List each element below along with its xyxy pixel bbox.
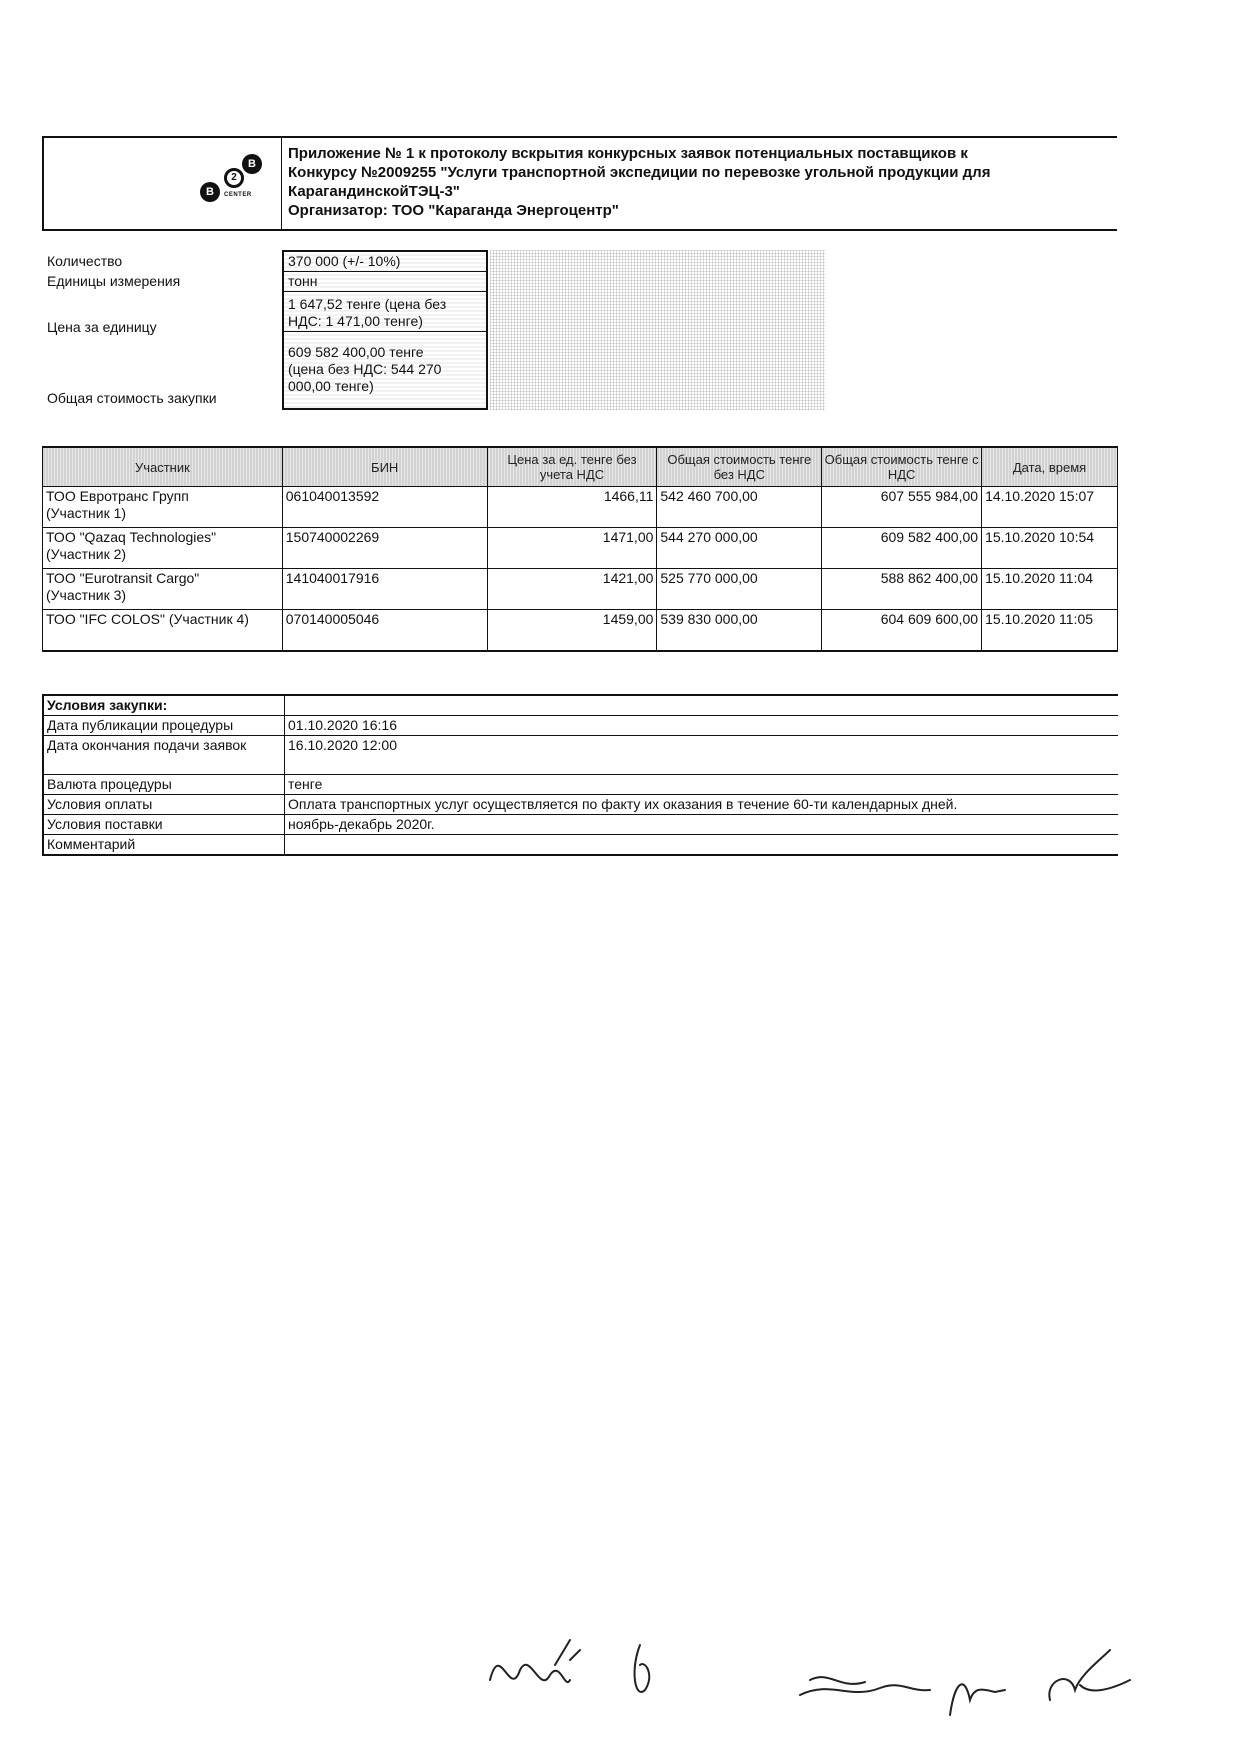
organizer-line: Организатор: ТОО "Караганда Энергоцентр" (288, 202, 619, 219)
quantity-value: 370 000 (+/- 10%) (284, 252, 486, 272)
participants-header-row (43, 447, 1118, 487)
total-cost-line-3: 000,00 тенге) (288, 378, 374, 394)
participant-total-vat: 607 555 984,00 (822, 487, 982, 528)
participant-name-line: ТОО "IFC COLOS" (Участник 4) (46, 611, 249, 627)
title-line-3: КарагандинскойТЭЦ-3" (288, 183, 460, 200)
summary-values (282, 250, 488, 410)
participant-name (43, 569, 283, 610)
participant-datetime: 15.10.2020 10:54 (982, 528, 1118, 569)
condition-value: ноябрь-декабрь 2020г. (285, 815, 1119, 835)
participant-total-no-vat: 539 830 000,00 (657, 610, 822, 652)
document-header (42, 136, 1117, 231)
participant-bin: 141040017916 (282, 569, 487, 610)
table-row (43, 775, 1118, 795)
conditions-table (42, 694, 1118, 856)
participant-unit-price: 1466,11 (487, 487, 657, 528)
participant-name-line: ТОО "Qazaq Technologies" (46, 529, 217, 545)
table-row (43, 835, 1118, 856)
total-cost-label: Общая стоимость закупки (47, 390, 217, 406)
col-participant: Участник (43, 447, 283, 487)
participant-total-no-vat: 544 270 000,00 (657, 528, 822, 569)
col-datetime: Дата, время (982, 447, 1118, 487)
table-row (43, 716, 1118, 736)
participant-total-no-vat: 525 770 000,00 (657, 569, 822, 610)
participant-datetime: 14.10.2020 15:07 (982, 487, 1118, 528)
unit-value: тонн (284, 272, 486, 292)
participant-unit-price: 1471,00 (487, 528, 657, 569)
col-unit-price: Цена за ед. тенге без учета НДС (487, 447, 657, 487)
logo-letter-b-left: B (200, 182, 220, 202)
col-total-vat: Общая стоимость тенге с НДС (822, 447, 982, 487)
participant-number: (Участник 3) (46, 587, 127, 603)
participant-total-vat: 604 609 600,00 (822, 610, 982, 652)
table-row (43, 569, 1118, 610)
unit-price-value (284, 292, 486, 332)
condition-value (285, 835, 1119, 856)
participant-total-vat: 588 862 400,00 (822, 569, 982, 610)
unit-label: Единицы измерения (47, 273, 181, 289)
quantity-label: Количество (47, 253, 123, 269)
participants-table (42, 446, 1118, 652)
participant-name (43, 610, 283, 652)
b2b-center-logo (194, 150, 274, 210)
document-title (282, 136, 1117, 231)
condition-label: Дата окончания подачи заявок (43, 736, 285, 775)
condition-label: Валюта процедуры (43, 775, 285, 795)
participant-number: (Участник 1) (46, 505, 127, 521)
participant-total-vat: 609 582 400,00 (822, 528, 982, 569)
participant-number: (Участник 2) (46, 546, 127, 562)
unit-price-line-2: НДС: 1 471,00 тенге) (288, 313, 423, 329)
total-cost-line-1: 609 582 400,00 тенге (288, 344, 424, 360)
signature-4 (950, 1684, 1005, 1715)
total-cost-value (284, 338, 486, 408)
participant-bin: 070140005046 (282, 610, 487, 652)
participant-name (43, 528, 283, 569)
total-cost-line-2: (цена без НДС: 544 270 (288, 361, 442, 377)
participant-name-line: ТОО "Eurotransit Cargo" (46, 570, 200, 586)
participant-name (43, 487, 283, 528)
participant-datetime: 15.10.2020 11:04 (982, 569, 1118, 610)
table-row (43, 736, 1118, 775)
condition-label: Условия поставки (43, 815, 285, 835)
conditions-title-row (43, 695, 1118, 716)
signature-3 (800, 1677, 930, 1695)
table-row (43, 815, 1118, 835)
condition-label: Условия оплаты (43, 795, 285, 815)
table-row (43, 487, 1118, 528)
title-line-2: Конкурсу №2009255 "Услуги транспортной экспедиции по перевозке угольной продукции для (288, 164, 991, 181)
unit-price-line-1: 1 647,52 тенге (цена без (288, 296, 447, 312)
unit-price-label: Цена за единицу (47, 319, 157, 335)
table-row (43, 528, 1118, 569)
col-bin: БИН (282, 447, 487, 487)
participant-total-no-vat: 542 460 700,00 (657, 487, 822, 528)
participant-unit-price: 1421,00 (487, 569, 657, 610)
condition-value: 16.10.2020 12:00 (285, 736, 1119, 775)
participant-unit-price: 1459,00 (487, 610, 657, 652)
condition-value: тенге (285, 775, 1119, 795)
logo-letter-b-top: B (242, 154, 262, 174)
participant-name-line: ТОО Евротранс Групп (46, 488, 189, 504)
condition-value: 01.10.2020 16:16 (285, 716, 1119, 736)
signature-2 (635, 1645, 650, 1692)
col-total-no-vat: Общая стоимость тенге без НДС (657, 447, 822, 487)
table-row (43, 610, 1118, 652)
handwritten-signatures (470, 1620, 1170, 1730)
condition-value: Оплата транспортных услуг осуществляется по факту их оказания в течение 60-ти календарных дней. (285, 795, 1119, 815)
condition-label: Комментарий (43, 835, 285, 856)
logo-digit-2: 2 (224, 168, 244, 188)
signature-1 (490, 1640, 580, 1682)
scan-noise-area (490, 250, 825, 410)
title-line-1: Приложение № 1 к протоколу вскрытия конкурсных заявок потенциальных поставщиков к (288, 145, 968, 162)
table-row (43, 795, 1118, 815)
logo-cell (42, 136, 282, 231)
conditions-title-spacer (285, 695, 1119, 716)
condition-label: Дата публикации процедуры (43, 716, 285, 736)
signature-5 (1049, 1650, 1130, 1700)
participant-bin: 061040013592 (282, 487, 487, 528)
participant-datetime: 15.10.2020 11:05 (982, 610, 1118, 652)
conditions-title: Условия закупки: (43, 695, 285, 716)
logo-subtitle: CENTER (224, 192, 252, 198)
participant-bin: 150740002269 (282, 528, 487, 569)
